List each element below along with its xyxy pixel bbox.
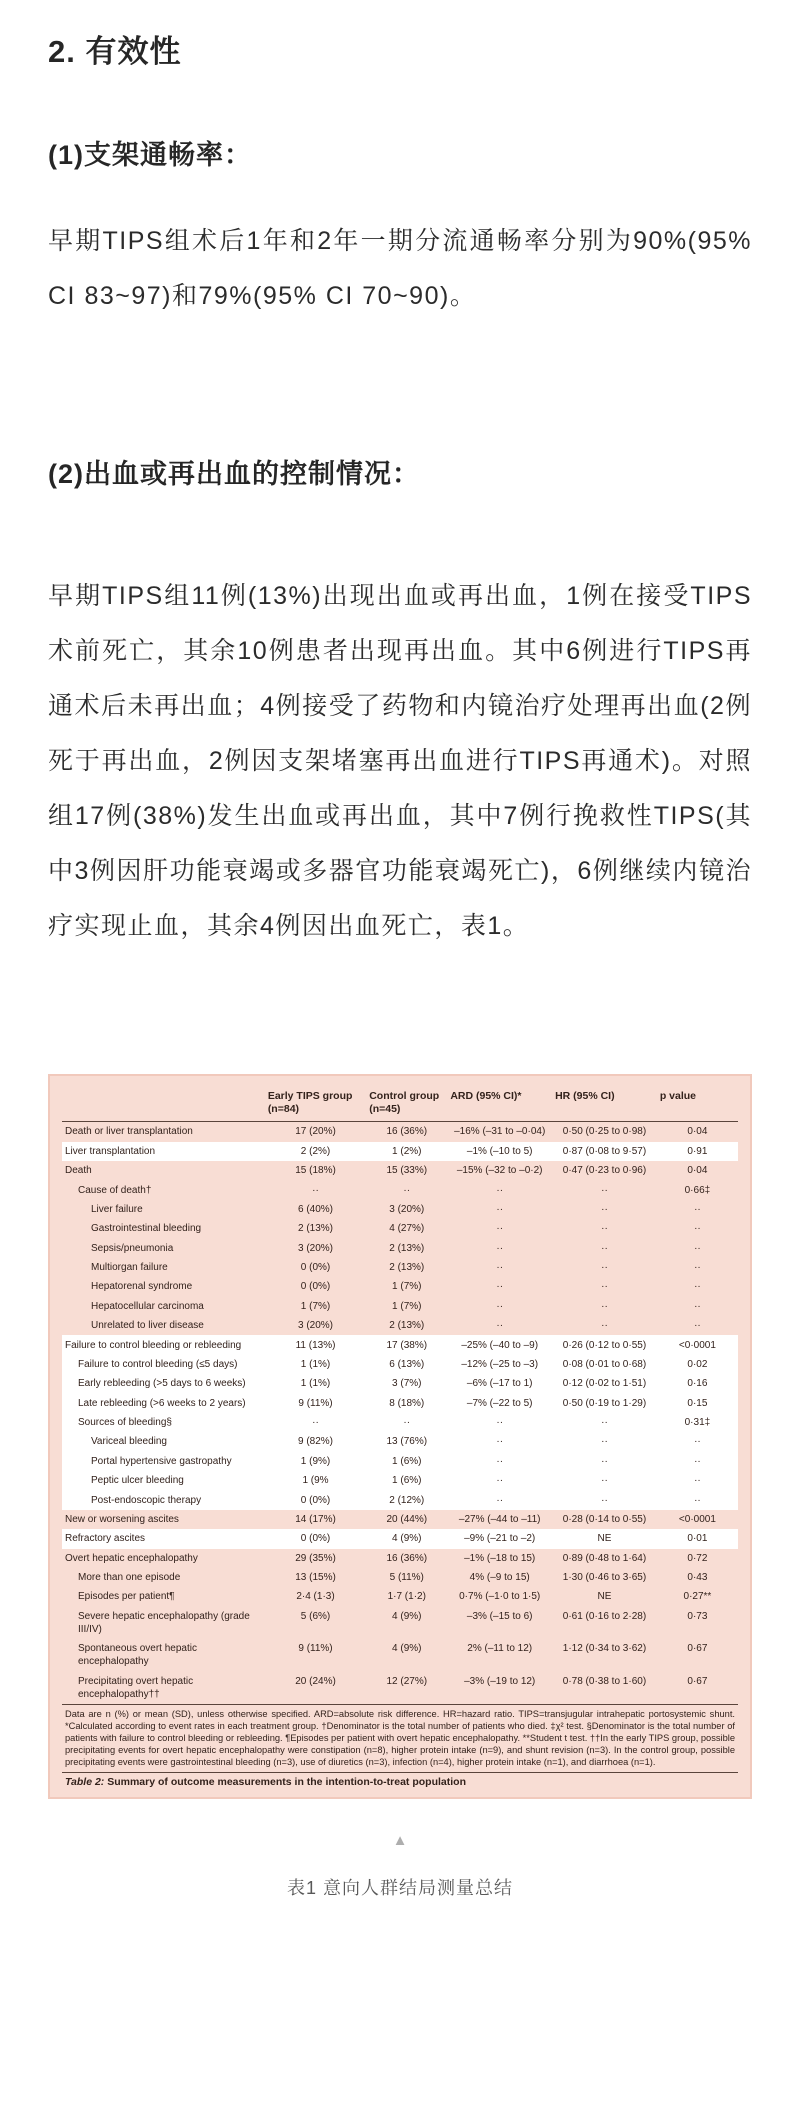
row-value: 1 (7%) xyxy=(392,1300,422,1312)
row-value: 0 (0%) xyxy=(300,1533,331,1545)
row-value: 0·01 xyxy=(687,1533,708,1545)
row-label: Peptic ulcer bleeding xyxy=(91,1475,184,1487)
row-value: 2% (–11 to 12) xyxy=(467,1643,533,1655)
row-label: Death or liver transplantation xyxy=(65,1126,193,1138)
row-value: 0·72 xyxy=(687,1552,708,1564)
row-value: 16 (36%) xyxy=(386,1126,428,1138)
row-value: ·· xyxy=(601,1455,608,1467)
row-value: ·· xyxy=(496,1184,504,1196)
row-label: Refractory ascites xyxy=(65,1533,146,1545)
row-value: ·· xyxy=(496,1417,504,1429)
row-value: ·· xyxy=(694,1281,701,1293)
row-value: 2 (2%) xyxy=(300,1145,331,1157)
row-label: Death xyxy=(65,1165,92,1177)
row-label: Cause of death† xyxy=(78,1184,152,1196)
row-label: Sources of bleeding§ xyxy=(78,1417,172,1429)
row-value: 0·66‡ xyxy=(684,1184,711,1196)
table-row xyxy=(62,1335,738,1354)
table-figure[interactable] xyxy=(48,1074,752,1799)
row-value: 2 (13%) xyxy=(298,1223,334,1235)
row-value: –9% (–21 to –2) xyxy=(464,1533,536,1545)
row-value: 0·43 xyxy=(687,1572,708,1584)
row-value: ·· xyxy=(601,1475,608,1487)
table-row xyxy=(62,1297,738,1316)
row-value: 3 (7%) xyxy=(392,1378,422,1390)
outcomes-table xyxy=(62,1086,738,1793)
table-row xyxy=(62,1607,738,1639)
row-label: Gastrointestinal bleeding xyxy=(91,1223,202,1235)
row-value: 0·26 (0·12 to 0·55) xyxy=(562,1339,647,1351)
row-value: 1 (9% xyxy=(302,1475,329,1487)
row-label: Severe hepatic encephalopathy (grade III/IV) xyxy=(78,1610,250,1635)
table-row xyxy=(62,1316,738,1335)
row-value: ·· xyxy=(694,1494,701,1506)
table-row xyxy=(62,1568,738,1587)
table-row xyxy=(62,1142,738,1161)
row-value: ·· xyxy=(496,1281,504,1293)
table-row xyxy=(62,1452,738,1471)
row-value: 9 (11%) xyxy=(298,1397,333,1409)
row-value: ·· xyxy=(601,1223,608,1235)
row-value: 0·87 (0·08 to 9·57) xyxy=(562,1145,647,1157)
row-value: NE xyxy=(597,1591,612,1603)
row-value: ·· xyxy=(496,1455,504,1467)
row-value: ·· xyxy=(694,1223,701,1235)
row-value: 5 (11%) xyxy=(389,1572,424,1584)
row-value: 0·08 (0·01 to 0·68) xyxy=(562,1358,647,1370)
row-value: 1·7 (1·2) xyxy=(387,1591,426,1603)
row-value: 6 (40%) xyxy=(298,1203,334,1215)
row-value: 16 (36%) xyxy=(386,1552,428,1564)
row-value: ·· xyxy=(601,1494,608,1506)
row-value: 2 (13%) xyxy=(389,1262,425,1274)
row-value: ·· xyxy=(694,1436,701,1448)
table-row xyxy=(62,1671,738,1704)
row-value: ·· xyxy=(601,1417,608,1429)
row-value: 1·12 (0·34 to 3·62) xyxy=(562,1643,647,1655)
row-value: 9 (82%) xyxy=(298,1436,334,1448)
row-value: 0 (0%) xyxy=(300,1281,331,1293)
section-heading: 2. 有效性 xyxy=(48,34,182,69)
row-label: Post-endoscopic therapy xyxy=(91,1494,202,1506)
row-value: ·· xyxy=(496,1320,504,1332)
row-label: Overt hepatic encephalopathy xyxy=(65,1552,198,1564)
row-value: –3% (–15 to 6) xyxy=(466,1610,533,1622)
row-value: 8 (18%) xyxy=(389,1397,425,1409)
row-value: 0·16 xyxy=(687,1378,708,1390)
table-row xyxy=(62,1219,738,1238)
row-value: 4 (9%) xyxy=(392,1533,422,1545)
row-value: 0·04 xyxy=(687,1165,708,1177)
row-value: ·· xyxy=(601,1184,608,1196)
row-value: 6 (13%) xyxy=(389,1358,425,1370)
row-value: ·· xyxy=(601,1436,608,1448)
row-value: 3 (20%) xyxy=(298,1320,334,1332)
table-row xyxy=(62,1490,738,1509)
row-label: Liver failure xyxy=(91,1203,143,1215)
table-row xyxy=(62,1432,738,1451)
row-value: ·· xyxy=(312,1184,319,1196)
row-label: Failure to control bleeding (≤5 days) xyxy=(78,1358,238,1370)
row-value: ·· xyxy=(601,1242,608,1254)
row-value: 0·67 xyxy=(687,1643,708,1655)
row-value: –3% (–19 to 12) xyxy=(464,1675,536,1687)
row-value: 1 (6%) xyxy=(392,1455,422,1467)
col-header-label xyxy=(62,1086,265,1122)
table-row xyxy=(62,1549,738,1568)
row-value: 13 (76%) xyxy=(386,1436,428,1448)
row-value: 9 (11%) xyxy=(298,1643,333,1655)
row-value: 20 (44%) xyxy=(386,1513,428,1525)
row-value: –16% (–31 to –0·04) xyxy=(454,1126,546,1138)
row-value: ·· xyxy=(694,1320,701,1332)
row-value: ·· xyxy=(601,1262,608,1274)
row-value: ·· xyxy=(694,1475,701,1487)
row-value: 3 (20%) xyxy=(389,1203,425,1215)
row-label: Late rebleeding (>6 weeks to 2 years) xyxy=(78,1397,246,1409)
row-value: 0 (0%) xyxy=(300,1262,331,1274)
row-label: Failure to control bleeding or rebleeding xyxy=(65,1339,242,1351)
row-value: 11 (13%) xyxy=(295,1339,336,1351)
row-label: Spontaneous overt hepatic encephalopathy xyxy=(78,1643,197,1668)
row-value: 15 (33%) xyxy=(386,1165,428,1177)
row-value: –1% (–10 to 5) xyxy=(466,1145,533,1157)
table-row xyxy=(62,1277,738,1296)
col-header-early-tips: Early TIPS group (n=84) xyxy=(265,1086,366,1122)
row-value: ·· xyxy=(403,1417,411,1429)
col-header-pvalue: p value xyxy=(657,1086,738,1122)
col-header-ard: ARD (95% CI)* xyxy=(447,1086,552,1122)
table-row xyxy=(62,1587,738,1606)
table-row xyxy=(62,1394,738,1413)
row-value: ·· xyxy=(694,1262,701,1274)
row-value: 13 (15%) xyxy=(295,1572,336,1584)
row-value: ·· xyxy=(694,1300,701,1312)
row-value: 0 (0%) xyxy=(300,1494,331,1506)
row-value: ·· xyxy=(601,1281,608,1293)
row-value: 0·15 xyxy=(687,1397,708,1409)
row-value: 5 (6%) xyxy=(300,1610,331,1622)
row-value: ·· xyxy=(496,1475,504,1487)
row-value: 0·91 xyxy=(687,1145,708,1157)
row-value: <0·0001 xyxy=(678,1339,716,1351)
table-row xyxy=(62,1239,738,1258)
subsection-heading-patency: (1)支架通畅率： xyxy=(48,140,252,170)
subsection-heading-bleeding-control: (2)出血或再出血的控制情况： xyxy=(48,459,420,489)
row-value: –27% (–44 to –11) xyxy=(458,1513,541,1525)
table-row xyxy=(62,1258,738,1277)
row-value: 1 (7%) xyxy=(300,1300,331,1312)
table-caption-label: Table 2: xyxy=(65,1775,105,1788)
row-value: 4% (–9 to 15) xyxy=(469,1572,530,1584)
row-value: 29 (35%) xyxy=(295,1552,336,1564)
row-value: 0·67 xyxy=(687,1675,708,1687)
row-value: 1 (7%) xyxy=(392,1281,422,1293)
row-value: 4 (27%) xyxy=(389,1223,425,1235)
row-value: –15% (–32 to –0·2) xyxy=(456,1165,543,1177)
row-label: Hepatocellular carcinoma xyxy=(91,1300,204,1312)
row-value: 0·02 xyxy=(687,1358,708,1370)
row-value: 0·27** xyxy=(683,1591,712,1603)
row-value: <0·0001 xyxy=(678,1513,716,1525)
table-body xyxy=(62,1122,738,1705)
row-value: –12% (–25 to –3) xyxy=(461,1358,539,1370)
row-label: Hepatorenal syndrome xyxy=(91,1281,193,1293)
row-value: 0·78 (0·38 to 1·60) xyxy=(562,1675,647,1687)
row-value: 0·73 xyxy=(687,1610,708,1622)
row-value: ·· xyxy=(496,1436,504,1448)
row-value: 2·4 (1·3) xyxy=(296,1591,335,1603)
table-header-row xyxy=(62,1086,738,1122)
table-row xyxy=(62,1161,738,1180)
paragraph-bleeding: 早期TIPS组11例(13%)出现出血或再出血，1例在接受TIPS术前死亡，其余10例患者出现再出血。其中6例进行TIPS再通术后未再出血；4例接受了药物和内镜治疗处理再出血(2例死于再出血，2例因支架堵塞再出血进行TIPS再通术)。对照组17例(38%)发生出血或再出血，其中7例行挽救性TIPS(其中3例因肝功能衰竭或多器官功能衰竭死亡)，6例继续内镜治疗实现止血，其余4例因出血死亡，表1。 xyxy=(48,582,752,940)
table-source-caption xyxy=(62,1772,738,1793)
row-value: 0·47 (0·23 to 0·96) xyxy=(562,1165,647,1177)
row-value: ·· xyxy=(694,1455,701,1467)
row-value: 14 (17%) xyxy=(295,1513,336,1525)
row-value: ·· xyxy=(496,1242,504,1254)
row-label: Early rebleeding (>5 days to 6 weeks) xyxy=(78,1378,246,1390)
paragraph-patency: 早期TIPS组术后1年和2年一期分流通畅率分别为90%(95% CI 83~97)和79%(95% CI 70~90)。 xyxy=(48,227,752,310)
table-row xyxy=(62,1471,738,1490)
row-label: Precipitating overt hepatic encephalopathy†† xyxy=(78,1675,194,1700)
col-header-control: Control group (n=45) xyxy=(366,1086,447,1122)
table-caption-row xyxy=(62,1772,738,1793)
table-caption-text: Summary of outcome measurements in the intention-to-treat population xyxy=(104,1775,466,1788)
row-value: 12 (27%) xyxy=(386,1675,428,1687)
row-value: –7% (–22 to 5) xyxy=(466,1397,533,1409)
row-value: 2 (12%) xyxy=(389,1494,425,1506)
row-value: NE xyxy=(597,1533,612,1545)
row-value: ·· xyxy=(694,1203,701,1215)
table-footnote: Data are n (%) or mean (SD), unless otherwise specified. ARD=absolute risk difference. HR=hazard ratio. TIPS=transjugular intrahepatic portosystemic shunt. *Calculated according to event rates in each treatment group. †Denominator is the total number of patients who died. ‡χ² test. §Denominator is the total number of patients with failure to control bleeding or rebleeding. ¶Episodes per patient with overt hepatic encephalopathy. **Student t test. ††In the early TIPS group, possible precipitating events for overt hepatic encephalopathy were constipation (n=8), higher protein intake (n=9), and shunt revision (n=3). In the control group, possible precipitating events were gastrointestinal bleeding (n=3), use of diuretics (n=3), infection (n=4), higher protein intake (n=1), and diarrhoea (n=1). xyxy=(62,1704,738,1772)
row-value: 1 (6%) xyxy=(392,1475,422,1487)
row-value: 15 (18%) xyxy=(295,1165,336,1177)
row-value: 4 (9%) xyxy=(392,1643,422,1655)
row-value: ·· xyxy=(496,1203,504,1215)
row-value: 1 (9%) xyxy=(300,1455,331,1467)
table-row xyxy=(62,1355,738,1374)
table-row xyxy=(62,1413,738,1432)
row-value: –25% (–40 to –9) xyxy=(461,1339,539,1351)
row-label: More than one episode xyxy=(78,1572,181,1584)
table-row xyxy=(62,1180,738,1199)
row-label: Episodes per patient¶ xyxy=(78,1591,175,1603)
row-value: 17 (38%) xyxy=(386,1339,428,1351)
row-label: Multiorgan failure xyxy=(91,1262,168,1274)
row-value: 20 (24%) xyxy=(295,1675,336,1687)
row-value: ·· xyxy=(601,1320,608,1332)
row-value: –6% (–17 to 1) xyxy=(466,1378,533,1390)
table-row xyxy=(62,1510,738,1529)
row-value: 1·30 (0·46 to 3·65) xyxy=(562,1572,647,1584)
col-header-hr: HR (95% CI) xyxy=(552,1086,657,1122)
table-row xyxy=(62,1639,738,1671)
row-label: Unrelated to liver disease xyxy=(91,1320,204,1332)
row-value: 0·28 (0·14 to 0·55) xyxy=(562,1513,647,1525)
row-value: ·· xyxy=(403,1184,411,1196)
row-value: 2 (13%) xyxy=(389,1320,425,1332)
row-value: ·· xyxy=(601,1300,608,1312)
row-value: ·· xyxy=(496,1494,504,1506)
row-label: Variceal bleeding xyxy=(91,1436,167,1448)
row-value: 1 (1%) xyxy=(300,1378,331,1390)
row-value: 0·61 (0·16 to 2·28) xyxy=(562,1610,647,1622)
row-value: 0·50 (0·25 to 0·98) xyxy=(562,1126,647,1138)
row-value: 4 (9%) xyxy=(392,1610,422,1622)
row-value: ·· xyxy=(496,1262,504,1274)
row-value: –1% (–18 to 15) xyxy=(464,1552,536,1564)
row-value: 0·04 xyxy=(687,1126,708,1138)
row-value: 0·12 (0·02 to 1·51) xyxy=(562,1378,647,1390)
row-value: 0·89 (0·48 to 1·64) xyxy=(562,1552,647,1564)
row-label: Liver transplantation xyxy=(65,1145,156,1157)
row-value: 1 (1%) xyxy=(300,1358,331,1370)
table-row xyxy=(62,1529,738,1548)
outcomes-table-image xyxy=(48,1074,752,1799)
row-label: Sepsis/pneumonia xyxy=(91,1242,174,1254)
row-value: 0·31‡ xyxy=(684,1417,711,1429)
row-label: New or worsening ascites xyxy=(65,1513,179,1525)
row-value: ·· xyxy=(694,1242,701,1254)
row-value: 1 (2%) xyxy=(392,1145,422,1157)
row-value: 3 (20%) xyxy=(298,1242,334,1254)
row-label: Portal hypertensive gastropathy xyxy=(91,1455,232,1467)
table-row xyxy=(62,1200,738,1219)
table-footnote-row xyxy=(62,1704,738,1772)
row-value: 2 (13%) xyxy=(389,1242,425,1254)
row-value: ·· xyxy=(496,1223,504,1235)
row-value: ·· xyxy=(312,1417,319,1429)
row-value: 0·50 (0·19 to 1·29) xyxy=(562,1397,647,1409)
row-value: ·· xyxy=(496,1300,504,1312)
collapse-triangle-icon: ▲ xyxy=(392,1831,408,1849)
figure-caption: 表1 意向人群结局测量总结 xyxy=(286,1877,513,1898)
table-row xyxy=(62,1122,738,1142)
row-value: 0·7% (–1·0 to 1·5) xyxy=(459,1591,541,1603)
row-value: ·· xyxy=(601,1203,608,1215)
table-row xyxy=(62,1374,738,1393)
row-value: 17 (20%) xyxy=(295,1126,336,1138)
